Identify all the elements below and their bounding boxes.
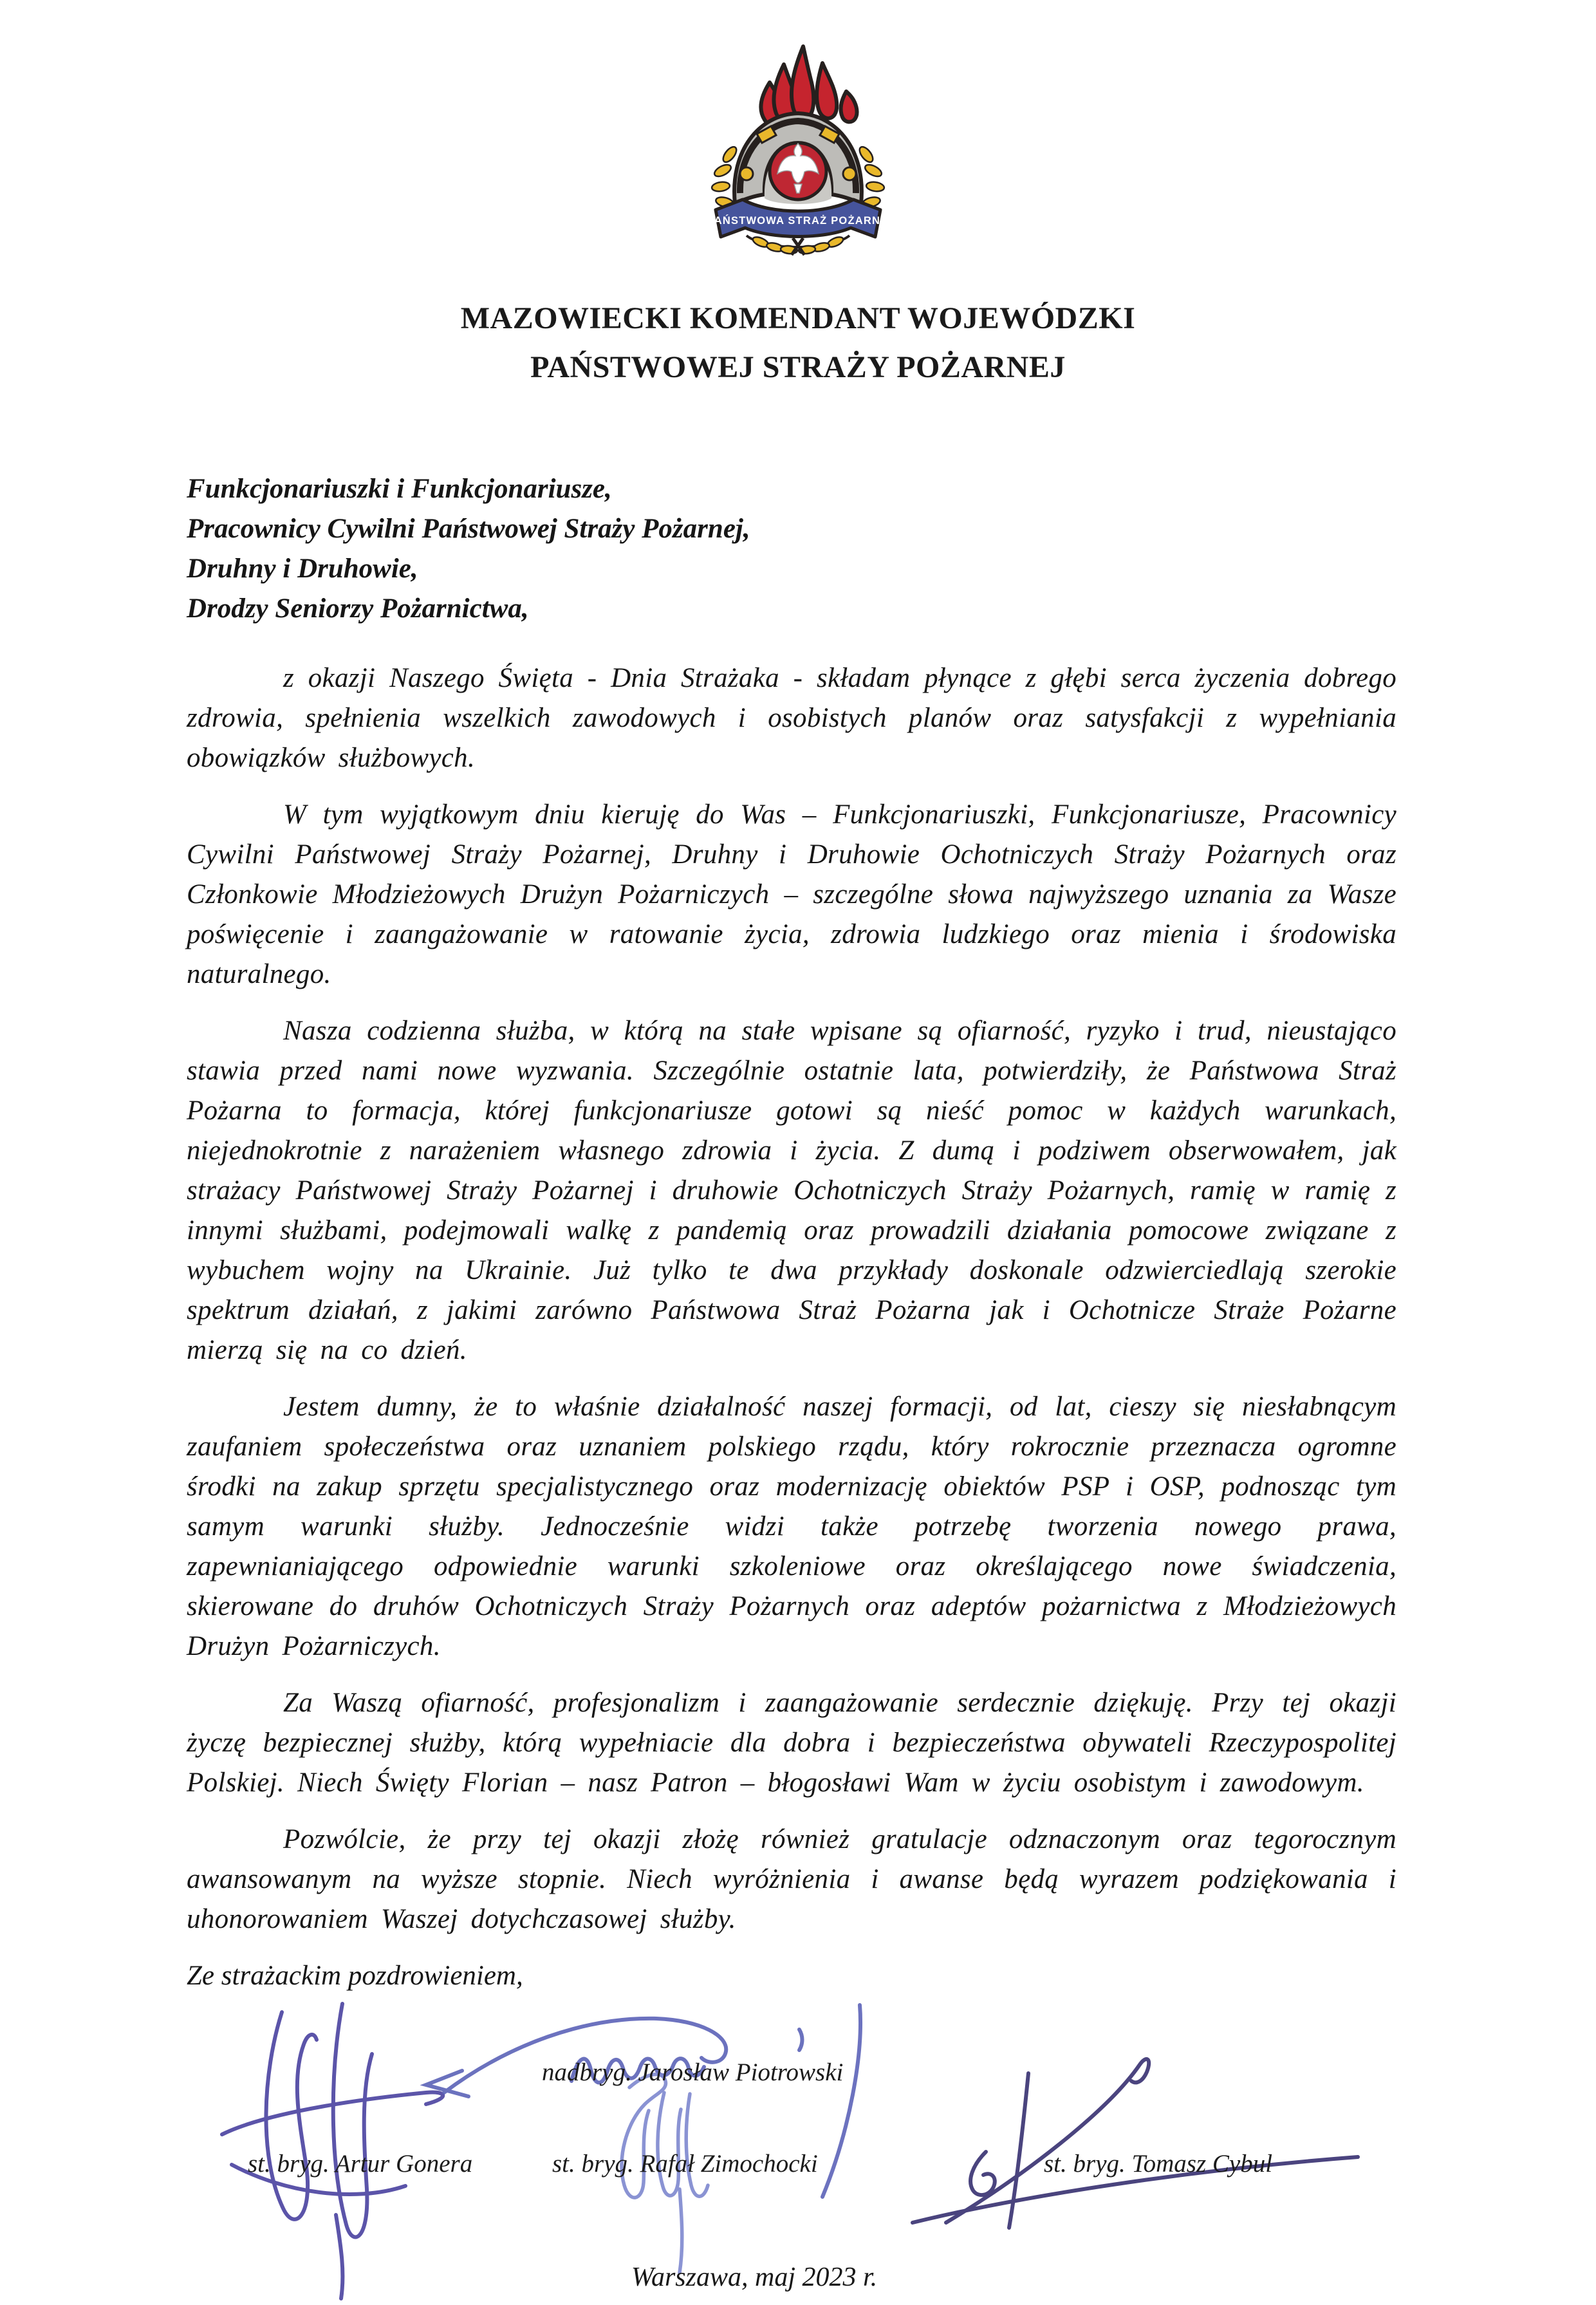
psp-emblem-graphic <box>701 37 895 256</box>
paragraph-recognition: W tym wyjątkowym dniu kieruję do Was – Funkcjonariuszki, Funkcjonariusze, Pracownicy Cywilni Państwowej Straży Pożarnej, Druhny i Druhowie Ochotniczych Straży Pożarnych oraz Członkowie Młodzieżowych Drużyn Pożarniczych – szczególne słowa najwyższego uznania za Wasze poświęcenie i zaangażowanie w ratowanie życia, zdrowia ludzkiego oraz mienia i środowiska naturalnego. <box>187 799 1396 989</box>
letterhead-title <box>0 294 1596 392</box>
ribbon-banner <box>707 200 889 237</box>
salutation-line: Drodzy Seniorzy Pożarnictwa, <box>187 593 529 624</box>
paragraph-thanks: Za Waszą ofiarność, profesjonalizm i zaangażowanie serdecznie dziękuję. Przy tej okazji życzę bezpiecznej służby, którą wypełniacie dla dobra i bezpieczeństwa obywateli Rzeczypospolitej Polskiej. Niech Święty Florian – nasz Patron – błogosławi Wam w życiu osobistym i zawodowym. <box>187 1688 1396 1798</box>
psp-emblem <box>701 37 895 259</box>
salutation-block <box>187 469 1396 629</box>
signature-caption-zimochocki: st. bryg. Rafał Zimochocki <box>552 2150 818 2178</box>
paragraph-pride: Jestem dumny, że to właśnie działalność naszej formacji, od lat, cieszy się niesłabnącym zaufaniem społeczeństwa oraz uznaniem polskiego rządu, który rokrocznie przeznacza ogromne środki na zakup sprzętu specjalistycznego oraz modernizację obiektów PSP i OSP, podnosząc tym samym warunki służby. Jednocześnie widzi także potrzebę tworzenia nowego prawa, zapewnianiającego odpowiednie warunki szkoleniowe oraz określającego nowe świadczenia, skierowane do druhów Ochotniczych Straży Pożarnych oraz adeptów pożarnictwa z Młodzieżowych Drużyn Pożarniczych. <box>187 1392 1396 1661</box>
salutation-line: Funkcjonariuszki i Funkcjonariusze, <box>187 474 612 504</box>
eagle-medallion <box>770 143 826 200</box>
paragraph-wishes: z okazji Naszego Święta - Dnia Strażaka - składam płynące z głębi serca życzenia dobrego zdrowia, spełnienia wszelkich zawodowych i osobistych planów oraz satysfakcji z wypełniania obowiązków służbowych. <box>187 663 1396 773</box>
letter-page <box>0 37 1596 2295</box>
paragraph-service: Nasza codzienna służba, w którą na stałe wpisane są ofiarność, ryzyko i trud, nieustająco stawia przed nami nowe wyzwania. Szczególnie ostatnie lata, potwierdziły, że Państwowa Straż Pożarna to formacja, której funkcjonariusze gotowi są nieść pomoc w każdych warunkach, niejednokrotnie z narażeniem własnego zdrowia i życia. Z dumą i podziwem obserwowałem, jak strażacy Państwowej Straży Pożarnej i druhowie Ochotniczych Straży Pożarnych, ramię w ramię z innymi służbami, podejmowali walkę z pandemią oraz prowadzili działania pomocowe związane z wybuchem wojny na Ukrainie. Już tylko te dwa przykłady doskonale odzwierciedlają szerokie spektrum działań, z jakimi zarówno Państwowa Straż Pożarna jak i Ochotnicze Straże Pożarne mierzą się na co dzień. <box>187 1016 1396 1365</box>
letter-body <box>187 658 1396 1939</box>
signature-caption-piotrowski: nadbryg. Jarosław Piotrowski <box>542 2058 844 2086</box>
salutation-line: Pracownicy Cywilni Państwowej Straży Pożarnej, <box>187 514 750 544</box>
title-line-1: MAZOWIECKI KOMENDANT WOJEWÓDZKI <box>460 301 1136 335</box>
title-line-2: PAŃSTWOWEJ STRAŻY POŻARNEJ <box>530 350 1066 384</box>
signature-caption-cybul: st. bryg. Tomasz Cybul <box>1044 2150 1273 2178</box>
paragraph-congratulations: Pozwólcie, że przy tej okazji złożę również gratulacje odznaczonym oraz tegorocznym awansowanym na wyższe stopnie. Niech wyróżnienia i awanse będą wyrazem podziękowania i uhonorowaniem Waszej dotychczasowej służby. <box>187 1824 1396 1934</box>
signature-caption-gonera: st. bryg. Artur Gonera <box>248 2150 473 2178</box>
signature-block <box>187 1996 1396 2257</box>
cybul-signature-ink <box>913 2059 1358 2228</box>
ribbon-text: PAŃSTWOWA STRAŻ POŻARNA <box>707 215 889 227</box>
dateline: Warszawa, maj 2023 r. <box>631 2263 878 2292</box>
salutation-line: Druhny i Druhowie, <box>187 554 418 584</box>
signatures-ink <box>148 1970 1435 2305</box>
closing-line: Ze strażackim pozdrowieniem, <box>187 1961 523 1991</box>
